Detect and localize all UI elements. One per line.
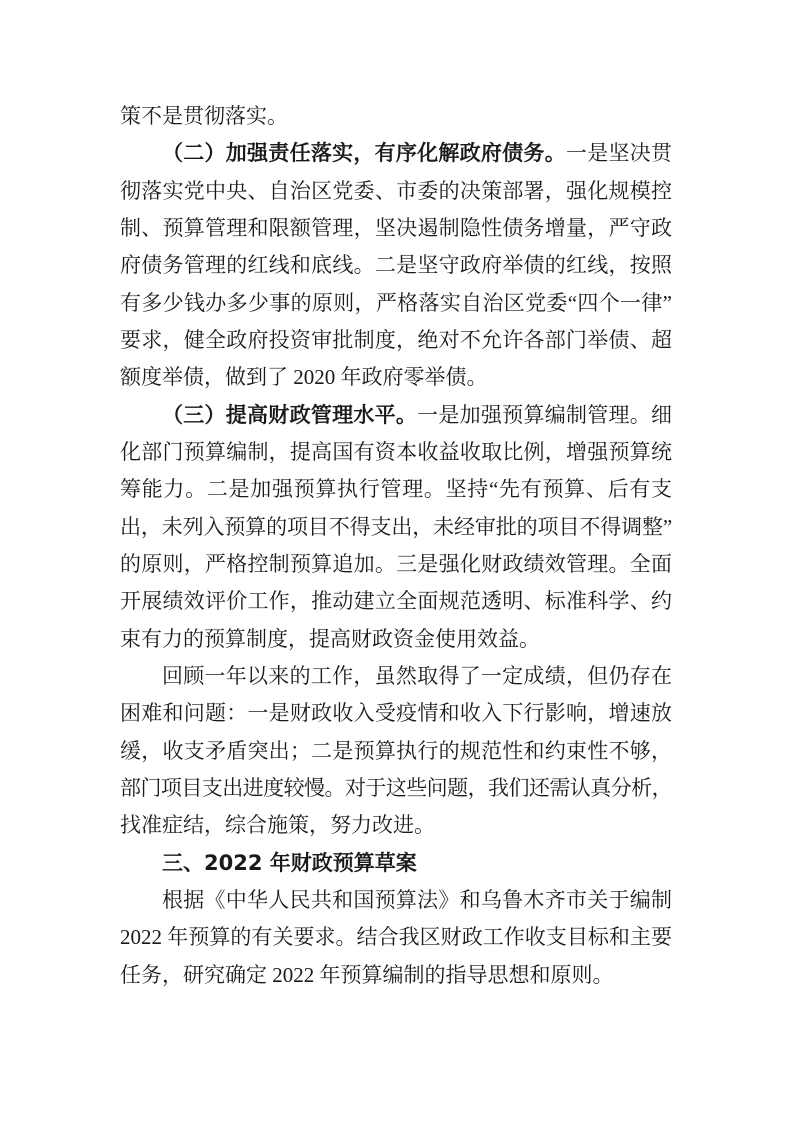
lead-line-rest: 一是加强预算编制管理。细 bbox=[417, 402, 672, 427]
text-line: 彻落实党中央、自治区党委、市委的决策部署，强化规模控 bbox=[120, 178, 672, 203]
text-line: 策不是贯彻落实。 bbox=[120, 104, 288, 128]
paragraph-lead: （三）提高财政管理水平。 bbox=[162, 402, 418, 427]
section-3 bbox=[120, 845, 672, 994]
text-line: 任务，研究确定 2022 年预算编制的指导思想和原则。 bbox=[120, 962, 614, 987]
text-line: 回顾一年以来的工作，虽然取得了一定成绩，但仍存在 bbox=[162, 663, 672, 688]
paragraph-item-3 bbox=[120, 397, 672, 658]
paragraph-continuation bbox=[120, 98, 672, 135]
text-line: 出，未列入预算的项目不得支出，未经审批的项目不得调整” bbox=[120, 514, 672, 539]
paragraph-item-2 bbox=[120, 135, 672, 396]
text-line: 制、预算管理和限额管理，坚决遏制隐性债务增量，严守政 bbox=[120, 215, 672, 240]
text-line: 的原则，严格控制预算追加。三是强化财政绩效管理。全面 bbox=[120, 551, 672, 576]
text-line: 额度举债，做到了 2020 年政府零举债。 bbox=[120, 365, 488, 390]
text-line: 要求，健全政府投资审批制度，绝对不允许各部门举债、超 bbox=[120, 327, 672, 352]
text-line: 化部门预算编制，提高国有资本收益收取比例，增强预算统 bbox=[120, 439, 672, 464]
text-line: 找准症结，综合施策，努力改进。 bbox=[120, 813, 435, 838]
text-line: 有多少钱办多少事的原则，严格落实自治区党委“四个一律” bbox=[120, 290, 672, 315]
text-line: 束有力的预算制度，提高财政资金使用效益。 bbox=[120, 626, 540, 651]
section-heading: 三、2022 年财政预算草案 bbox=[162, 850, 417, 875]
text-line: 2022 年预算的有关要求。结合我区财政工作收支目标和主要 bbox=[120, 925, 672, 950]
text-line: 部门项目支出进度较慢。对于这些问题，我们还需认真分析， bbox=[120, 775, 672, 800]
lead-line-rest: 一是坚决贯 bbox=[565, 141, 672, 166]
text-line: 筹能力。二是加强预算执行管理。坚持“先有预算、后有支 bbox=[120, 477, 672, 502]
text-line bbox=[120, 135, 672, 172]
paragraph-lead: （二）加强责任落实，有序化解政府债务。 bbox=[162, 141, 566, 166]
text-line: 困难和问题：一是财政收入受疫情和收入下行影响，增速放 bbox=[120, 701, 672, 726]
paragraph-review bbox=[120, 658, 672, 845]
text-line bbox=[120, 397, 672, 434]
text-line: 根据《中华人民共和国预算法》和乌鲁木齐市关于编制 bbox=[162, 887, 672, 912]
text-line: 缓，收支矛盾突出；二是预算执行的规范性和约束性不够， bbox=[120, 738, 672, 763]
document-body bbox=[120, 98, 672, 994]
text-line: 府债务管理的红线和底线。二是坚守政府举债的红线，按照 bbox=[120, 253, 672, 278]
text-line: 开展绩效评价工作，推动建立全面规范透明、标准科学、约 bbox=[120, 589, 672, 614]
